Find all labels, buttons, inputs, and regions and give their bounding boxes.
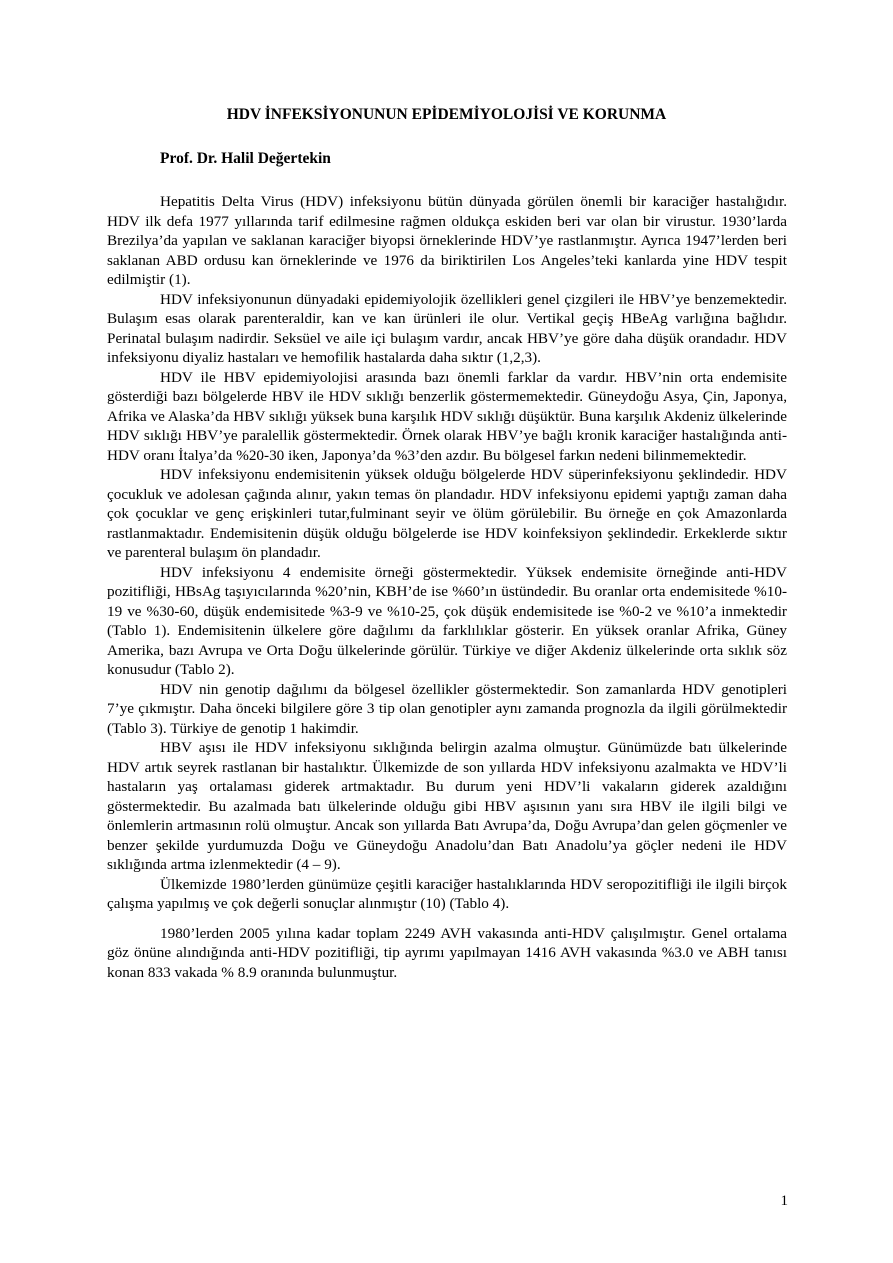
paragraph-2: HDV infeksiyonunun dünyadaki epidemiyolojik özellikleri genel çizgileri ile HBV’ye benzemektedir. Bulaşım esas olarak parenteraldir, kan ve kan ürünleri ile olur. Vertikal geçiş HBeAg varlığına bağlıdır. Perinatal bulaşım nadirdir. Seksüel ve aile içi bulaşım vardır, ancak HBV’ye göre daha düşük orandadır. HDV infeksiyonu diyaliz hastaları ve hemofilik hastalarda daha sıktır (1,2,3). <box>107 290 787 366</box>
paragraph-1: Hepatitis Delta Virus (HDV) infeksiyonu bütün dünyada görülen önemli bir karaciğer hastalığıdır. HDV ilk defa 1977 yıllarında tarif edilmesine rağmen oldukça eskiden beri var olan bir virustur. 1930’larda Brezilya’da yapılan ve saklanan karaciğer biyopsi örneklerinde HDV’ye rastlanmıştır. Ayrıca 1947’lerden beri saklanan ABD ordusu kan örneklerinde ve 1976 da biriktirilen Los Angeles’teki kanlarda yine HDV tespit edilmiştir (1). <box>107 193 787 288</box>
paragraph-8: Ülkemizde 1980’lerden günümüze çeşitli karaciğer hastalıklarında HDV seropozitifliği ile ilgili birçok çalışma yapılmış ve çok değerli sonuçlar alınmıştır (10) (Tablo 4). <box>107 875 787 912</box>
paragraph-3: HDV ile HBV epidemiyolojisi arasında bazı önemli farklar da vardır. HBV’nin orta endemisite gösterdiği bazı bölgelerde HBV ile HDV sıklığı benzerlik göstermemektedir. Güneydoğu Asya, Çin, Japonya, Afrika ve Alaska’da HBV sıklığı yüksek buna karşılık HDV sıklığı düşüktür. Buna karşılık Akdeniz ülkelerinde HDV sıklığı HBV’ye paralellik göstermektedir. Örnek olarak HBV’ye bağlı kronik karaciğer hastalığında anti-HDV oranı İtalya’da %20-30 iken, Japonya’da %3’den azdır. Bu bölgesel farkın nedeni bilinmemektedir. <box>107 368 787 464</box>
document-title: HDV İNFEKSİYONUNUN EPİDEMİYOLOJİSİ VE KORUNMA <box>226 106 667 123</box>
paragraph-9: 1980’lerden 2005 yılına kadar toplam 2249 AVH vakasında anti-HDV çalışılmıştır. Genel ortalama göz önüne alındığında anti-HDV pozitifliği, tip ayrımı yapılmayan 1416 AVH vakasında %3.0 ve ABH tanısı konan 833 vakada % 8.9 oranında bulunmuştur. <box>107 924 787 981</box>
author-name: Prof. Dr. Halil Değertekin <box>160 150 331 167</box>
document-body <box>107 192 787 982</box>
paragraph-5: HDV infeksiyonu 4 endemisite örneği göstermektedir. Yüksek endemisite örneğinde anti-HDV pozitifliği, HBsAg taşıyıcılarında %20’nin, KBH’de ise %60’ın üstündedir. Bu oranlar orta endemisitede %10-19 ve %30-60, düşük endemisitede %3-9 ve %10-25, çok düşük endemisitede ise %0-2 ve %10’a inmektedir (Tablo 1). Endemisitenin ülkelere göre dağılımı da farklılıklar gösterir. En yüksek oranlar Afrika, Güney Amerika, bazı Avrupa ve Orta Doğu ülkelerinde görülür. Türkiye ve diğer Akdeniz ülkelerinde orta sıklık söz konusudur (Tablo 2). <box>107 563 787 678</box>
paragraph-4: HDV infeksiyonu endemisitenin yüksek olduğu bölgelerde HDV süperinfeksiyonu şeklindedir. HDV çocukluk ve adolesan çağında alınır, yakın temas ön plandadır. HDV infeksiyonu epidemi yaptığı zaman daha çok çocuklar ve genç erişkinleri tutar,fulminant seyir ve ölüm görülebilir. Bu örneğe en çok Amazonlarda rastlanmaktadır. Endemisitenin düşük olduğu bölgelerde ise HDV koinfeksiyon şeklindedir. Erkeklerde sıktır ve parenteral bulaşım ön plandadır. <box>107 466 787 561</box>
paragraph-7: HBV aşısı ile HDV infeksiyonu sıklığında belirgin azalma olmuştur. Günümüzde batı ülkelerinde HDV artık seyrek rastlanan bir hastalıktır. Ülkemizde de son yıllarda HDV infeksiyonu azalmakta ve HDV’li hastaların yaş ortalaması giderek artmaktadır. Bu durum yeni HDV’li vakaların giderek azaldığını göstermektedir. Bu azalmada batı ülkelerinde olduğu gibi HBV aşısının yanı sıra HBV ile ilgili bilgi ve önlemlerin artmasının rolü olmuştur. Ancak son yıllarda Batı Avrupa’da, Doğu Avrupa’dan gelen göçmenler ve benzer şekilde yurdumuzda Doğu ve Güneydoğu Anadolu’dan Batı Anadolu’ya göçler nedeni ile HDV sıklığında artma izlenmektedir (4 – 9). <box>107 739 787 873</box>
paragraph-6: HDV nin genotip dağılımı da bölgesel özellikler göstermektedir. Son zamanlarda HDV genotipleri 7’ye çıkmıştır. Daha önceki bilgilere göre 3 tip olan genotipler aynı zamanda prognozla da ilgili görülmektedir (Tablo 3). Türkiye de genotip 1 hakimdir. <box>107 680 787 737</box>
page-number: 1 <box>780 1193 788 1209</box>
